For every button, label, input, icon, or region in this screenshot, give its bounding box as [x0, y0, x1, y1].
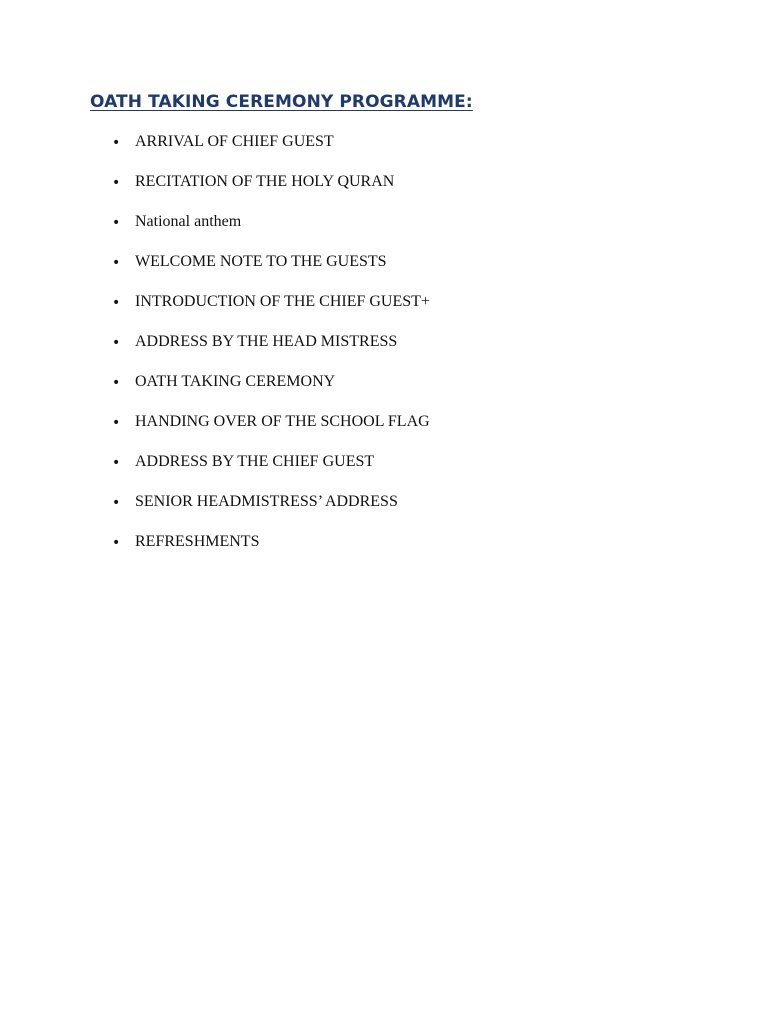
bullet-icon: •: [112, 215, 121, 231]
list-item-text: SENIOR HEADMISTRESS’ ADDRESS: [135, 493, 398, 510]
bullet-icon: •: [112, 135, 121, 151]
bullet-icon: •: [112, 495, 121, 511]
bullet-icon: •: [112, 335, 121, 351]
list-item-text: ARRIVAL OF CHIEF GUEST: [135, 133, 334, 150]
bullet-icon: •: [112, 415, 121, 431]
bullet-icon: •: [112, 175, 121, 191]
list-item-text: ADDRESS BY THE CHIEF GUEST: [135, 453, 375, 470]
list-item-text: RECITATION OF THE HOLY QURAN: [135, 173, 395, 190]
list-item-text: REFRESHMENTS: [135, 533, 260, 550]
bullet-icon: •: [112, 455, 121, 471]
bullet-icon: •: [112, 255, 121, 271]
list-item-text: ADDRESS BY THE HEAD MISTRESS: [135, 333, 398, 350]
list-item-text: HANDING OVER OF THE SCHOOL FLAG: [135, 413, 430, 430]
list-item-text: National anthem: [135, 213, 242, 230]
bullet-icon: •: [112, 535, 121, 551]
page-title: OATH TAKING CEREMONY PROGRAMME:: [90, 92, 473, 112]
bullet-icon: •: [112, 375, 121, 391]
list-item-text: WELCOME NOTE TO THE GUESTS: [135, 253, 387, 270]
list-item-text: OATH TAKING CEREMONY: [135, 373, 336, 390]
bullet-icon: •: [112, 295, 121, 311]
list-item-text: INTRODUCTION OF THE CHIEF GUEST+: [135, 293, 430, 310]
